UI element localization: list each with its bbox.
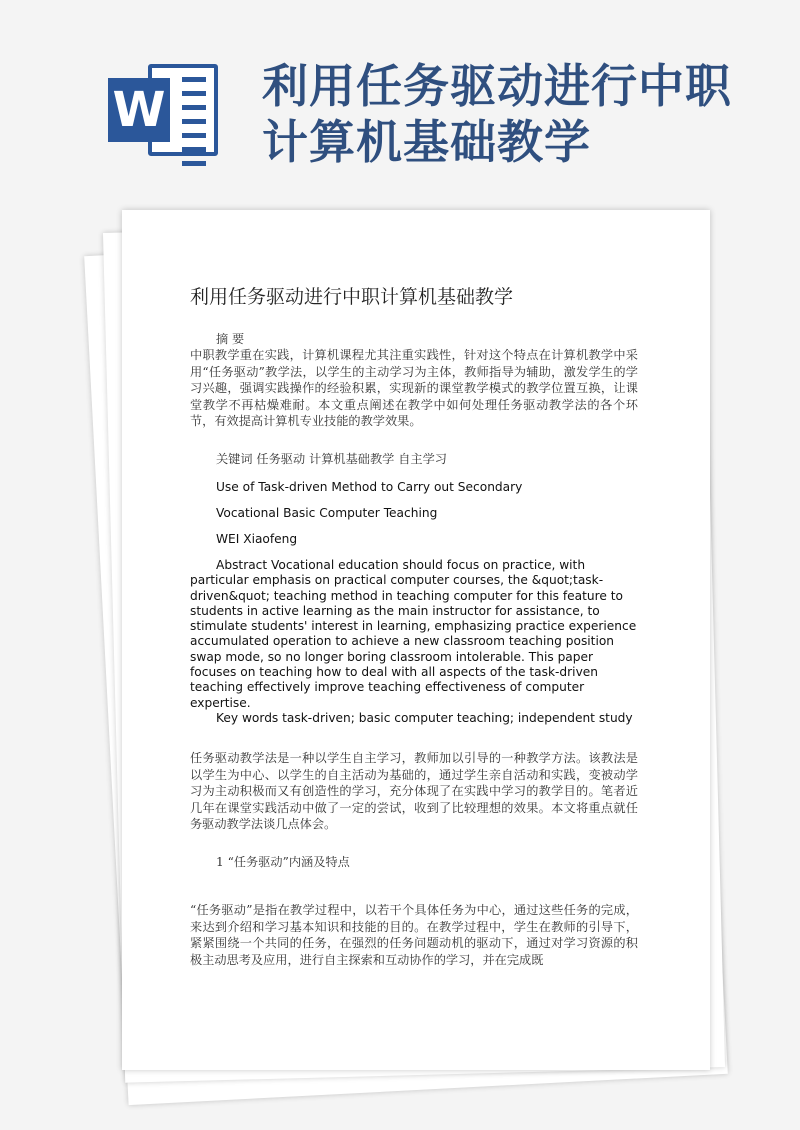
section-1-paragraph: “任务驱动”是指在教学过程中，以若干个具体任务为中心，通过这些任务的完成，来达到介绍和学习基本知识和技能的目的。在教学过程中，学生在教师的引导下，紧紧围绕一个共同的任务，在强烈的任务问题动机的驱动下，通过对学习资源的积极主动思考及应用，进行自主探索和互动协作的学习，并在完成既 bbox=[190, 903, 638, 967]
word-document-icon bbox=[108, 58, 220, 162]
word-logo-letter: W bbox=[108, 78, 170, 142]
document-title: 利用任务驱动进行中职计算机基础教学 bbox=[190, 286, 514, 308]
english-title-line1: Use of Task-driven Method to Carry out Secondary bbox=[216, 480, 523, 494]
abstract-en bbox=[190, 558, 642, 711]
abstract-cn: 中职教学重在实践，计算机课程尤其注重实践性，针对这个特点在计算机教学中采用“任务驱动”教学法，以学生的主动学习为主体，教师指导为辅助，激发学生的学习兴趣，强调实践操作的经验积累，实现新的课堂教学模式的教学位置互换，让课堂教学不再枯燥难耐。本文重点阐述在教学中如何处理任务驱动教学法的各个环节，有效提高计算机专业技能的教学效果。 bbox=[190, 348, 638, 429]
keywords-en: Key words task-driven; basic computer teaching; independent study bbox=[216, 711, 633, 725]
section-1-heading: 1 “任务驱动”内涵及特点 bbox=[216, 855, 350, 869]
english-title-line2: Vocational Basic Computer Teaching bbox=[216, 506, 438, 520]
banner-title: 利用任务驱动进行中职计算机基础教学 bbox=[262, 59, 732, 169]
intro-paragraph: 任务驱动教学法是一种以学生自主学习，教师加以引导的一种教学方法。该教法是以学生为中心、以学生的自主活动为基础的，通过学生亲自活动和实践，变被动学习为主动积极而又有创造性的学习，充分体现了在实践中学习的教学目的。笔者近几年在课堂实践活动中做了一定的尝试，收到了比较理想的效果。本文将重点就任务驱动教学法谈几点体会。 bbox=[190, 751, 638, 832]
abstract-en-text: Abstract Vocational education should focus on practice, with particular emphasis on practical computer courses, the &quot;task-driven&quot; teaching method in teaching computer for this feature to students in active learning as the main instructor for assistance, to stimulate students' interest in learning, emphasizing practice experience accumulated operation to achieve a new classroom teaching position swap mode, so no longer boring classroom intolerable. This paper focuses on teaching how to deal with all aspects of the task-driven teaching effectively improve teaching effectiveness of computer expertise. bbox=[190, 558, 637, 710]
abstract-label: 摘 要 bbox=[216, 332, 245, 346]
banner bbox=[0, 0, 800, 200]
keywords-cn: 关键词 任务驱动 计算机基础教学 自主学习 bbox=[216, 452, 447, 466]
author-name: WEI Xiaofeng bbox=[216, 532, 298, 546]
